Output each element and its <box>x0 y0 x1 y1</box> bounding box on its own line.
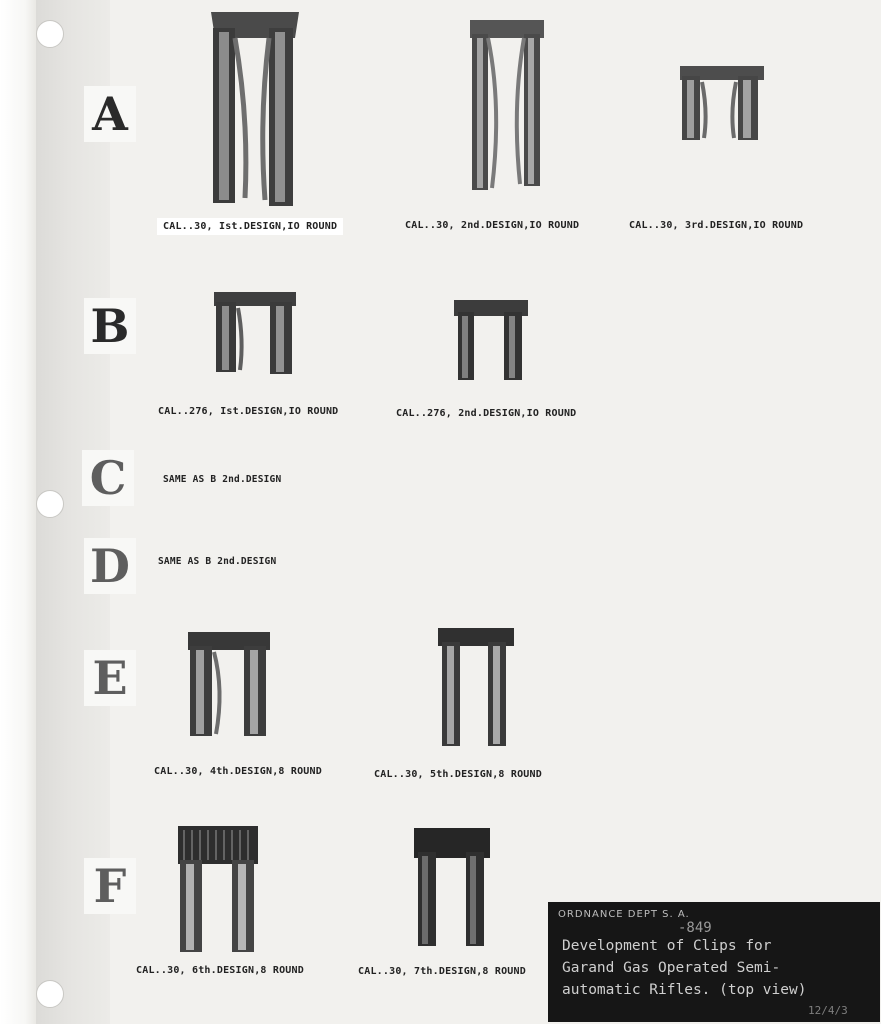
clip-caption: CAL..30, 3rd.DESIGN,IO ROUND <box>629 220 804 231</box>
row-note: SAME AS B 2nd.DESIGN <box>163 474 282 485</box>
clip-caption: CAL..30, 6th.DESIGN,8 ROUND <box>136 965 304 976</box>
binder-hole-icon <box>36 980 64 1008</box>
row-letter-text: B <box>90 299 130 353</box>
row-letter-a <box>84 86 136 142</box>
clip-caption: CAL..30, 4th.DESIGN,8 ROUND <box>154 766 322 777</box>
row-letter-text: D <box>90 539 130 593</box>
row-letter-text: F <box>93 859 127 913</box>
row-letter-f <box>84 858 136 914</box>
label-date: 12/4/3 <box>808 1004 848 1017</box>
label-line: Garand Gas Operated Semi- <box>562 960 781 976</box>
row-letter-text: E <box>92 651 128 705</box>
ammunition-clip-photo-icon <box>452 298 532 384</box>
ammunition-clip-photo-icon <box>436 626 516 748</box>
row-letter-b <box>84 298 136 354</box>
label-number: -849 <box>678 920 712 936</box>
row-letter-text: C <box>89 451 127 505</box>
clip-caption: CAL..276, 2nd.DESIGN,IO ROUND <box>396 408 577 419</box>
clip-caption: CAL..30, 2nd.DESIGN,IO ROUND <box>405 220 580 231</box>
ammunition-clip-photo-icon <box>678 62 768 144</box>
clip-caption: CAL..30, Ist.DESIGN,IO ROUND <box>157 218 343 235</box>
binder-hole-icon <box>36 490 64 518</box>
row-letter-text: A <box>92 87 128 141</box>
ammunition-clip-photo-icon <box>412 826 492 948</box>
binder-strip <box>0 0 36 1024</box>
row-letter-d <box>84 538 136 594</box>
row-letter-c <box>82 450 134 506</box>
clip-caption: CAL..276, Ist.DESIGN,IO ROUND <box>158 406 339 417</box>
row-note: SAME AS B 2nd.DESIGN <box>158 556 277 567</box>
clip-caption: CAL..30, 7th.DESIGN,8 ROUND <box>358 966 526 977</box>
ammunition-clip-photo-icon <box>205 8 305 208</box>
label-line: Development of Clips for <box>562 938 772 954</box>
row-letter-e <box>84 650 136 706</box>
ammunition-clip-photo-icon <box>212 290 298 376</box>
label-line: automatic Rifles. (top view) <box>562 982 807 998</box>
ammunition-clip-photo-icon <box>468 16 548 194</box>
ammunition-clip-photo-icon <box>174 824 262 954</box>
clip-caption: CAL..30, 5th.DESIGN,8 ROUND <box>374 769 542 780</box>
ordnance-label <box>548 902 880 1022</box>
binder-hole-icon <box>36 20 64 48</box>
ammunition-clip-photo-icon <box>186 630 272 738</box>
label-header: ORDNANCE DEPT S. A. <box>558 909 690 920</box>
